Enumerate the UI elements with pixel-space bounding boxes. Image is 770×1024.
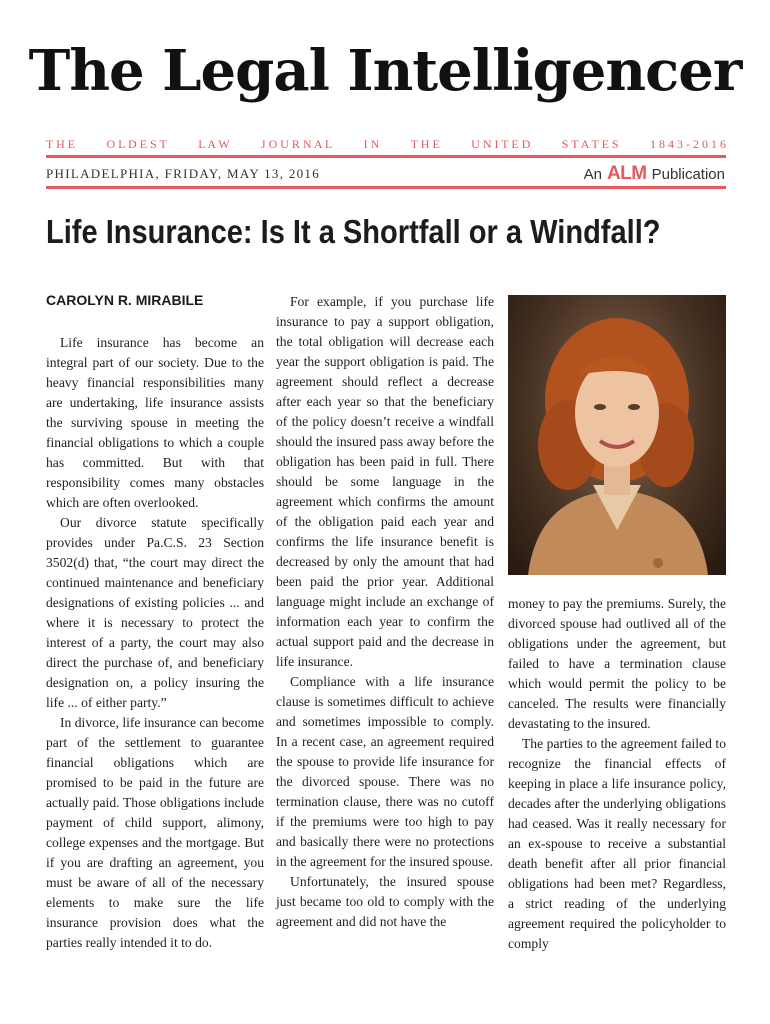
article-headline: Life Insurance: Is It a Shortfall or a Windfall? xyxy=(46,213,661,250)
paragraph: The parties to the agreement failed to recognize the financial effects of keeping in place a life insurance policy, decades after the underlying obligations had ceased. Was it really necessary for an ex-spouse to receive a substantial death benefit after all prior financial obligations had been met? Regardless, a strict reading of the underlying agreement required the policyholder to comply xyxy=(508,736,726,951)
paragraph: money to pay the premiums. Surely, the divorced spouse had outlived all of the obligations under the agreement, but failed to have a termination clause which would permit the policy to be canceled. The results were financially devastating to the insured. xyxy=(508,596,726,731)
alm-logo: ALM xyxy=(606,163,647,184)
publisher-mark xyxy=(584,163,725,185)
paragraph: In divorce, life insurance can become part of the settlement to guarantee financial obligations which are promised to be paid in the future are actually paid. Those obligations include payment of child support, alimony, college expenses and the mortgage. But if you are drafting an agreement, you must be aware of all of the necessary elements to make sure the life insurance provision does what the parties really intended it to do. xyxy=(46,715,264,950)
masthead-title: The Legal Intelligencer xyxy=(28,38,742,104)
tagline-word: J O U R N A L xyxy=(260,137,333,151)
paragraph: Our divorce statute specifically provides under Pa.C.S. 23 Section 3502(d) that, “the court may direct the continued maintenance and beneficiary designations of existing policies ... and where it is necessary to protect the interest of a party, the court may also direct the purchase of, and beneficiary designation on, a policy insuring the life ... of either party.” xyxy=(46,515,264,710)
tagline-word: L A W xyxy=(198,137,230,151)
tagline-word: U N I T E D xyxy=(471,137,531,151)
masthead-tagline xyxy=(46,137,726,152)
author-photo xyxy=(508,295,726,575)
masthead-rule-bottom xyxy=(46,186,726,189)
tagline-word: S T A T E S xyxy=(561,137,619,151)
paragraph: Compliance with a life insurance clause is sometimes difficult to achieve and sometimes impossible to comply. In a recent case, an agreement required the spouse to provide life insurance for the divorced spouse. There was no termination clause, there was no cutoff if the premiums were too high to pay and basically there were no protections in the agreement for the insured spouse. xyxy=(276,674,494,869)
paragraph: For example, if you purchase life insurance to pay a support obligation, the total obligation will decrease each year the support obligation is paid. The agreement should reflect a decrease after each year so that the beneficiary of the policy doesn’t receive a windfall should the insured pass away before the obligation has been paid in full. There should be some language in the agreement which confirms the amount of the obligation paid each year and confirms the life insurance benefit is decreased by only the amount that had been paid the prior year. Additional language might include an exchange of information each year to confirm the actual support paid and the decrease in life insurance. xyxy=(276,294,494,669)
tagline-word: 1 8 4 3 - 2 0 1 6 xyxy=(649,137,726,151)
article-column-1 xyxy=(46,333,264,953)
masthead-rule-top xyxy=(46,155,726,158)
paragraph: Unfortunately, the insured spouse just became too old to comply with the agreement and did not have the xyxy=(276,874,494,929)
publisher-suffix: Publication xyxy=(651,165,725,183)
paragraph: Life insurance has become an integral part of our society. Due to the heavy financial responsibilities many are undertaking, life insurance assists the surviving spouse in meeting the financial obligations to which a couple has committed. But with that responsibility comes many obstacles which are often overlooked. xyxy=(46,335,264,510)
article-column-2 xyxy=(276,292,494,932)
dateline: PHILADELPHIA, FRIDAY, MAY 13, 2016 xyxy=(46,166,321,181)
tagline-word: I N xyxy=(363,137,380,151)
article-column-3 xyxy=(508,594,726,954)
author-portrait-illustration xyxy=(508,295,726,575)
tagline-word: T H E xyxy=(410,137,440,151)
author-byline: CAROLYN R. MIRABILE xyxy=(46,292,204,308)
tagline-word: T H E xyxy=(46,137,76,151)
publisher-prefix: An xyxy=(583,165,602,183)
tagline-word: O L D E S T xyxy=(106,137,167,151)
